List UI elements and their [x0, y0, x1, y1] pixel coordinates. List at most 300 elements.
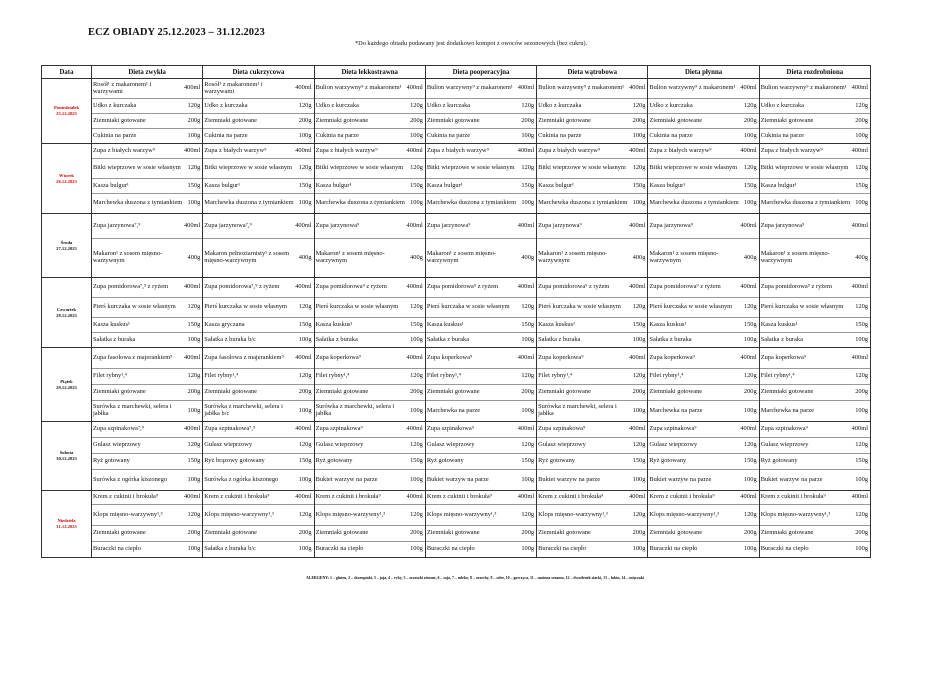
meal-portion: 200g: [187, 529, 201, 537]
meal-item: [426, 114, 536, 129]
meal-portion: 120g: [521, 441, 535, 449]
meal-item: [760, 491, 870, 505]
meal-item: [760, 369, 870, 385]
meal-item: [648, 438, 758, 454]
diet-cell: [92, 79, 203, 144]
diet-cell: [759, 144, 870, 214]
meal-name: Klops mięsno-warzywny¹,³: [538, 510, 608, 518]
meal-item: [203, 385, 313, 401]
meal-item: [315, 179, 425, 194]
meal-name: Makaron¹ z sosem mięsno-warzywnym: [649, 250, 719, 264]
meal-portion: 400ml: [295, 146, 312, 154]
meal-item: [203, 505, 313, 526]
meal-portion: 200g: [632, 529, 646, 537]
meal-portion: 400g: [632, 253, 646, 261]
meal-name: Ziemniaki gotowane: [649, 529, 703, 537]
meal-name: Bitki wieprzowe w sosie własnym: [315, 164, 404, 172]
meal-portion: 400ml: [295, 221, 312, 229]
meal-item: [760, 99, 870, 114]
meal-item: [537, 318, 647, 333]
meal-item: [426, 438, 536, 454]
meal-name: Zupa fasolowa z majerankiem⁹: [93, 353, 173, 361]
meal-item: [537, 239, 647, 277]
meal-portion: 100g: [521, 406, 535, 414]
meal-portion: 400ml: [183, 353, 201, 361]
meal-item: [537, 491, 647, 505]
meal-item: [537, 542, 647, 557]
meal-portion: 400ml: [629, 493, 646, 501]
meal-portion: 150g: [743, 457, 757, 465]
meal-item: [760, 239, 870, 277]
diet-cell: [759, 278, 870, 348]
meal-name: Bitki wieprzowe w sosie własnym: [760, 164, 849, 172]
meal-item: [537, 144, 647, 159]
meal-portion: 120g: [521, 101, 535, 109]
meal-portion: 400g: [187, 253, 201, 261]
meal-item: [92, 505, 202, 526]
meal-portion: 100g: [298, 406, 312, 414]
meal-portion: 400ml: [629, 221, 646, 229]
meal-item: [648, 144, 758, 159]
meal-item: [537, 422, 647, 438]
meal-name: Rosół¹ z makaronem¹ i warzywami: [93, 80, 152, 95]
meal-name: Ryż gotowany: [760, 457, 798, 465]
meal-portion: 120g: [855, 510, 868, 518]
meal-portion: 150g: [632, 320, 646, 328]
meal-item: [648, 491, 758, 505]
meal-item: [648, 179, 758, 194]
meal-portion: 400ml: [851, 84, 868, 92]
meal-name: Ryż gotowany: [649, 457, 687, 465]
meal-item: [92, 385, 202, 401]
meal-item: [315, 401, 425, 421]
meal-name: Ziemniaki gotowane: [538, 116, 591, 124]
meal-item: [760, 422, 870, 438]
meal-portion: 400ml: [851, 221, 868, 229]
meal-portion: 120g: [187, 303, 201, 311]
meal-item: [648, 526, 758, 542]
day-date-cell: [42, 144, 92, 214]
meal-item: [648, 298, 758, 318]
meal-name: Zupa z białych warzyw⁹: [93, 146, 156, 154]
meal-item: [648, 369, 758, 385]
day-date-cell: [42, 348, 92, 422]
meal-name: Ziemniaki gotowane: [760, 116, 814, 124]
meal-item: [315, 438, 425, 454]
meal-item: [760, 348, 870, 369]
diet-cell: [203, 214, 314, 278]
meal-name: Bitki wieprzowe w sosie własnym: [93, 164, 181, 172]
diet-cell: [314, 214, 425, 278]
meal-item: [92, 438, 202, 454]
meal-portion: 150g: [298, 181, 312, 189]
meal-item: [92, 239, 202, 277]
meal-item: [315, 491, 425, 505]
meal-name: Gulasz wieprzowy: [93, 441, 141, 449]
meal-name: Sałatka z buraka: [538, 335, 581, 343]
diet-cell: [759, 79, 870, 144]
meal-portion: 120g: [187, 510, 201, 518]
meal-portion: 150g: [187, 457, 201, 465]
meal-item: [426, 526, 536, 542]
meal-name: Pierś kurczaka w sosie własnym: [93, 303, 176, 311]
meal-portion: 400ml: [740, 425, 757, 433]
diet-cell: [203, 144, 314, 214]
meal-item: [648, 454, 758, 470]
meal-item: [92, 159, 202, 179]
meal-item: [648, 194, 758, 213]
meal-name: Cukinia na parze: [93, 131, 137, 139]
meal-portion: 400ml: [629, 283, 646, 291]
meal-portion: 100g: [410, 406, 423, 414]
meal-portion: 400ml: [740, 146, 757, 154]
meal-name: Zupa szpinakowa⁹: [649, 425, 697, 433]
diet-cell: [425, 348, 536, 422]
meal-name: Klops mięsno-warzywny¹,³: [93, 510, 163, 518]
meal-name: Bitki wieprzowe w sosie własnym: [649, 164, 738, 172]
meal-item: [537, 333, 647, 347]
meal-portion: 100g: [298, 335, 312, 343]
meal-item: [648, 422, 758, 438]
meal-portion: 400ml: [851, 425, 868, 433]
diet-cell: [537, 79, 648, 144]
meal-item: [426, 470, 536, 490]
meal-item: [426, 179, 536, 194]
meal-portion: 120g: [410, 510, 423, 518]
meal-portion: 400ml: [629, 84, 646, 92]
meal-item: [648, 542, 758, 557]
meal-name: Marchewka na parze: [760, 406, 814, 414]
meal-item: [92, 194, 202, 213]
meal-portion: 120g: [521, 372, 535, 380]
meal-portion: 100g: [298, 131, 312, 139]
meal-name: Kasza kuskus¹: [426, 320, 464, 328]
meal-item: [203, 333, 313, 347]
meal-item: [315, 385, 425, 401]
meal-name: Zupa pomidorowa⁹ z ryżem: [315, 283, 387, 291]
day-date: 27.12.2023: [56, 245, 77, 251]
diet-cell: [537, 422, 648, 491]
meal-portion: 120g: [521, 510, 535, 518]
meal-item: [426, 333, 536, 347]
meal-portion: 100g: [743, 475, 757, 483]
header-diet-liver: Dieta wątrobowa: [537, 66, 648, 79]
meal-item: [760, 470, 870, 490]
diet-cell: [314, 491, 425, 558]
meal-name: Zupa jarzynowa⁹: [315, 221, 360, 229]
meal-portion: 100g: [521, 131, 535, 139]
meal-item: [760, 278, 870, 298]
day-date-cell: [42, 491, 92, 558]
meal-item: [648, 114, 758, 129]
meal-name: Gulasz wieprzowy: [538, 441, 586, 449]
meal-name: Klops mięsno-warzywny¹,³: [204, 510, 274, 518]
meal-name: Kasza bulgur¹: [93, 181, 129, 189]
meal-item: [648, 278, 758, 298]
diet-cell: [648, 348, 759, 422]
diet-cell: [92, 144, 203, 214]
diet-cell: [537, 491, 648, 558]
meal-item: [426, 385, 536, 401]
meal-name: Cukinia na parze: [426, 131, 471, 139]
meal-portion: 100g: [298, 199, 312, 207]
meal-name: Pierś kurczaka w sosie własnym: [426, 303, 510, 311]
meal-name: Bulion warzywny⁹ z makaronem¹: [426, 84, 513, 92]
meal-portion: 200g: [521, 529, 535, 537]
meal-item: [760, 401, 870, 421]
meal-portion: 150g: [743, 320, 757, 328]
meal-name: Ziemniaki gotowane: [93, 388, 146, 396]
meal-portion: 100g: [521, 475, 535, 483]
meal-portion: 400ml: [183, 425, 201, 433]
meal-name: Buraczki na ciepło: [93, 545, 141, 553]
meal-portion: 200g: [632, 388, 646, 396]
meal-portion: 120g: [632, 372, 646, 380]
meal-item: [537, 454, 647, 470]
meal-portion: 400ml: [851, 493, 868, 501]
meal-name: Kasza bulgur¹: [760, 181, 797, 189]
meal-portion: 400ml: [517, 146, 535, 154]
meal-item: [426, 318, 536, 333]
meal-name: Udko z kurczaka: [315, 101, 359, 109]
header-diet-diabetic: Dieta cukrzycowa: [203, 66, 314, 79]
meal-name: Makaron¹ z sosem mięsno-warzywnym: [93, 250, 163, 264]
meal-name: Marchewka duszona z tymiankiem: [760, 199, 850, 207]
meal-name: Marchewka duszona z tymiankiem: [315, 199, 405, 207]
diet-cell: [203, 422, 314, 491]
meal-name: Zupa z białych warzyw⁹: [426, 146, 489, 154]
meal-item: [92, 79, 202, 99]
meal-item: [537, 505, 647, 526]
meal-name: Gulasz wieprzowy: [760, 441, 809, 449]
meal-name: Bulion warzywny⁹ z makaronem¹: [760, 84, 847, 92]
meal-name: Bulion warzywny⁹ z makaronem¹: [315, 84, 402, 92]
meal-portion: 100g: [743, 545, 757, 553]
meal-item: [648, 129, 758, 143]
meal-portion: 120g: [743, 303, 757, 311]
meal-name: Marchewka na parze: [426, 406, 481, 414]
day-name: Czwartek: [56, 306, 77, 312]
meal-item: [315, 159, 425, 179]
meal-name: Ziemniaki gotowane: [538, 388, 591, 396]
meal-portion: 400ml: [406, 146, 423, 154]
meal-name: Ziemniaki gotowane: [426, 388, 480, 396]
meal-name: Zupa pomidorowa⁷,⁹ z ryżem: [204, 283, 280, 291]
meal-item: [92, 401, 202, 421]
meal-name: Udko z kurczaka: [93, 101, 137, 109]
diet-cell: [92, 278, 203, 348]
meal-item: [426, 214, 536, 239]
meal-portion: 400ml: [295, 353, 312, 361]
meal-name: Udko z kurczaka: [760, 101, 804, 109]
meal-item: [648, 99, 758, 114]
meal-item: [315, 214, 425, 239]
meal-name: Zupa pomidorowa⁹ z ryżem: [649, 283, 721, 291]
meal-portion: 120g: [187, 441, 201, 449]
meal-item: [92, 179, 202, 194]
meal-name: Marchewka duszona z tymiankiem: [649, 199, 739, 207]
meal-name: Cukinia na parze: [315, 131, 359, 139]
meal-portion: 200g: [187, 116, 201, 124]
meal-portion: 200g: [855, 529, 868, 537]
meal-item: [315, 454, 425, 470]
meal-name: Ziemniaki gotowane: [315, 116, 369, 124]
meal-portion: 200g: [298, 388, 312, 396]
meal-portion: 120g: [743, 372, 757, 380]
meal-item: [760, 438, 870, 454]
meal-portion: 400ml: [183, 84, 201, 92]
day-date-cell: [42, 278, 92, 348]
meal-item: [315, 526, 425, 542]
meal-name: Klops mięsno-warzywny¹,³: [760, 510, 831, 518]
meal-item: [92, 129, 202, 143]
meal-portion: 400ml: [851, 283, 868, 291]
meal-item: [426, 491, 536, 505]
meal-portion: 400ml: [740, 283, 757, 291]
meal-portion: 200g: [410, 529, 423, 537]
diet-cell: [759, 422, 870, 491]
diet-cell: [537, 214, 648, 278]
meal-name: Kasza kuskus¹: [315, 320, 353, 328]
diet-cell: [648, 214, 759, 278]
meal-item: [203, 542, 313, 557]
meal-portion: 400ml: [517, 353, 535, 361]
diet-cell: [425, 79, 536, 144]
meal-item: [203, 526, 313, 542]
meal-portion: 120g: [521, 164, 535, 172]
meal-portion: 400ml: [183, 493, 201, 501]
meal-name: Sałatka z buraka: [426, 335, 470, 343]
meal-name: Zupa pomidorowa⁹ z ryżem: [538, 283, 610, 291]
meal-portion: 120g: [632, 510, 646, 518]
meal-portion: 100g: [855, 199, 868, 207]
meal-name: Klops mięsno-warzywny¹,³: [315, 510, 386, 518]
meal-name: Zupa szpinakowa⁷,⁹: [93, 425, 144, 433]
diet-cell: [648, 278, 759, 348]
meal-name: Sałatka z buraka b/c: [204, 545, 256, 553]
meal-name: Cukinia na parze: [204, 131, 248, 139]
day-date: 29.12.2023: [56, 384, 77, 390]
meal-portion: 100g: [632, 131, 646, 139]
diet-cell: [759, 348, 870, 422]
meal-portion: 100g: [410, 199, 423, 207]
meal-name: Marchewka duszona z tymiankiem: [93, 199, 183, 207]
meal-item: [648, 318, 758, 333]
meal-portion: 100g: [298, 545, 312, 553]
meal-portion: 150g: [855, 320, 868, 328]
meal-name: Kasza kuskus¹: [538, 320, 576, 328]
meal-item: [537, 179, 647, 194]
meal-name: Ziemniaki gotowane: [649, 116, 703, 124]
meal-name: Zupa jarzynowa⁹: [426, 221, 471, 229]
meal-item: [648, 505, 758, 526]
day-name: Niedziela: [57, 518, 76, 524]
meal-portion: 400ml: [517, 221, 535, 229]
meal-item: [315, 348, 425, 369]
meal-item: [648, 333, 758, 347]
diet-cell: [314, 422, 425, 491]
diet-cell: [648, 491, 759, 558]
meal-portion: 400ml: [406, 493, 423, 501]
meal-portion: 120g: [410, 441, 423, 449]
meal-name: Ryż brązowy gotowany: [204, 457, 265, 465]
diet-cell: [648, 79, 759, 144]
meal-name: Zupa szpinakowa⁹: [315, 425, 363, 433]
meal-name: Makaron¹ z sosem mięsno-warzywnym: [538, 250, 608, 264]
meal-item: [315, 333, 425, 347]
meal-portion: 100g: [187, 545, 201, 553]
meal-name: Pierś kurczaka w sosie własnym: [315, 303, 399, 311]
meal-item: [648, 239, 758, 277]
day-date: 25.12.2023: [56, 111, 77, 116]
meal-item: [648, 214, 758, 239]
meal-portion: 100g: [632, 545, 646, 553]
meal-portion: 400ml: [406, 283, 423, 291]
diet-cell: [759, 214, 870, 278]
meal-item: [92, 454, 202, 470]
meal-item: [648, 385, 758, 401]
meal-name: Zupa pomidorowa⁷,⁹ z ryżem: [93, 283, 169, 291]
meal-portion: 400ml: [629, 146, 646, 154]
meal-name: Buraczki na ciepło: [760, 545, 809, 553]
meal-portion: 120g: [298, 372, 312, 380]
meal-portion: 120g: [298, 303, 312, 311]
meal-portion: 150g: [521, 181, 535, 189]
meal-name: Pierś kurczaka w sosie własnym: [204, 303, 287, 311]
meal-item: [537, 159, 647, 179]
meal-name: Bitki wieprzowe w sosie własnym: [426, 164, 515, 172]
meal-portion: 400g: [521, 253, 535, 261]
meal-item: [426, 159, 536, 179]
meal-portion: 150g: [410, 181, 423, 189]
diet-cell: [203, 79, 314, 144]
menu-body: [42, 79, 871, 558]
meal-name: Sałatka z buraka: [649, 335, 692, 343]
meal-name: Kasza bulgur¹: [649, 181, 686, 189]
meal-item: [203, 491, 313, 505]
meal-item: [426, 144, 536, 159]
meal-portion: 150g: [521, 457, 535, 465]
meal-name: Filet rybny¹,⁴: [204, 372, 239, 380]
day-name: Sobota: [59, 450, 74, 456]
meal-item: [92, 470, 202, 490]
meal-item: [315, 542, 425, 557]
meal-item: [315, 278, 425, 298]
meal-item: [537, 438, 647, 454]
meal-item: [760, 114, 870, 129]
meal-portion: 400ml: [295, 493, 312, 501]
meal-item: [92, 542, 202, 557]
meal-name: Marchewka duszona z tymiankiem: [538, 199, 628, 207]
meal-item: [760, 333, 870, 347]
meal-name: Ziemniaki gotowane: [204, 529, 257, 537]
meal-portion: 200g: [187, 388, 201, 396]
meal-portion: 400ml: [740, 493, 757, 501]
meal-name: Krem z cukinii i brokuła⁹: [426, 493, 492, 501]
meal-item: [315, 318, 425, 333]
meal-item: [426, 348, 536, 369]
diet-cell: [425, 144, 536, 214]
meal-name: Ziemniaki gotowane: [315, 529, 369, 537]
meal-portion: 120g: [187, 164, 201, 172]
meal-portion: 150g: [298, 320, 312, 328]
meal-item: [760, 179, 870, 194]
day-name: Środa: [60, 239, 73, 245]
meal-portion: 150g: [632, 457, 646, 465]
meal-name: Krem z cukinii i brokuła⁹: [204, 493, 270, 501]
meal-portion: 400ml: [517, 493, 535, 501]
day-row: [42, 214, 871, 278]
